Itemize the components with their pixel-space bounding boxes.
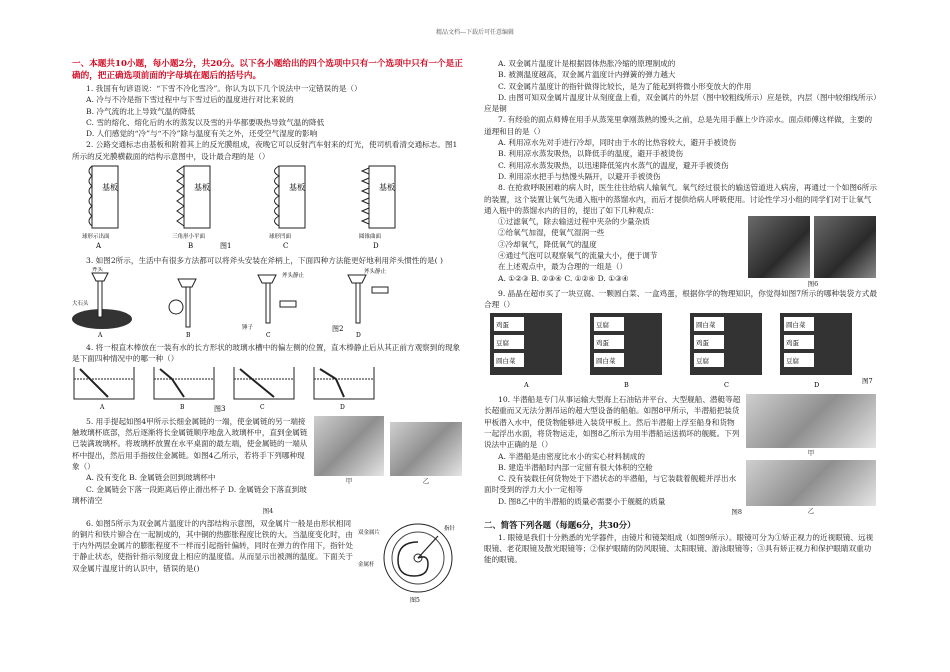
question-6 — [72, 518, 464, 604]
header-note: 精品文档---下载后可任意编辑 — [435, 29, 515, 36]
fig3-letter-a: A — [100, 403, 105, 411]
q7-option-a: A. 利用凉水先对手进行冷却，同时由于水的比热容较大，避开手被烫伤 — [498, 138, 737, 148]
right-column — [484, 58, 878, 566]
question-7 — [484, 114, 878, 182]
fig7-d-label-2: 鸡蛋 — [786, 338, 799, 347]
question-2 — [72, 139, 464, 255]
fig2-option-c — [242, 271, 305, 339]
q5-option-ab: A. 没有变化 B. 金属链会回到玻璃杯中 — [86, 473, 216, 483]
fig7-option-a — [490, 313, 562, 389]
fig3-letter-c: C — [260, 403, 265, 411]
fig1-label-c: 基板 — [289, 183, 305, 193]
q10-option-a: A. 半潜船是由密度比水小的实心材料制成的 — [498, 451, 645, 461]
fig7-b-label-3: 圆白菜 — [596, 356, 616, 365]
figure-8 — [746, 394, 878, 522]
fig3-option-a — [74, 367, 134, 411]
figure-1 — [72, 162, 464, 252]
fig7-letter-b: B — [624, 380, 629, 389]
figure-7 — [484, 311, 878, 391]
fig2-caption: 图2 — [332, 324, 344, 333]
figure-6 — [748, 216, 878, 288]
q2-stem: 2. 公路交通标志由基板和附着其上的反光膜组成，夜晚它可以反射汽车射来的灯光，使司机看清交通标志。图1所示的反光膜横截面的结构示意图中，设计最合理的是（） — [72, 140, 458, 161]
figure-2 — [72, 267, 464, 339]
q8-ask: 在上述观点中，最为合理的一组是（） — [498, 262, 628, 272]
q6-option-d: D. 由图可知双金属片温度计从刻度盘上看，双金属片的外层（图中较粗线所示）应是铁，内层（图中较细线所示）应是铜 — [484, 92, 877, 114]
fig5-label-bimetal: 双金属片 — [358, 529, 381, 536]
fig4-photo-a — [314, 416, 384, 476]
fig6-photo-a — [748, 216, 810, 278]
fig7-b-label-2: 鸡蛋 — [596, 338, 609, 347]
fig1-option-d — [359, 166, 395, 250]
fig4-caption: 图4 — [262, 507, 274, 516]
fig7-caption: 图7 — [862, 376, 873, 385]
q8-options: A. ①②③ B. ②③④ C. ①②④ D. ①③④ — [498, 273, 629, 283]
fig7-letter-c: C — [724, 380, 729, 389]
q1-option-c: C. 雪的熔化、熔化后的水的蒸发以及雪的升华都要吸热导致气温的降低 — [86, 117, 325, 127]
fig1-letter-a: A — [96, 242, 102, 251]
fig2-option-b — [169, 279, 196, 339]
fig2-label-axe-c: 斧头静止 — [282, 272, 305, 279]
q8-point-4: ④通过气泡可以观察氧气的流量大小，便于调节 — [498, 251, 658, 261]
section1-title: 一、本题共10小题，每小题2分，共20分。以下各小题给出的四个选项中只有一个选项中只有一个是正确的，把正确选项前面的字母填在题后的括号内。 — [72, 59, 463, 81]
fig8-sub-a: 甲 — [807, 449, 815, 458]
figure-3 — [72, 365, 464, 413]
fig4-photo-b — [390, 422, 462, 476]
question-9 — [484, 288, 878, 394]
fig2-letter-d: D — [356, 331, 361, 339]
fig5-caption: 图5 — [410, 596, 420, 604]
q6-option-b: B. 被测温度越高，双金属片温度计内弹簧的弹力越大 — [498, 70, 676, 80]
question-3 — [72, 255, 464, 342]
q6-option-a: A. 双金属片温度计是根据固体热胀冷缩的原理制成的 — [498, 59, 676, 68]
q5-stem: 5. 用手提起如图4甲所示长细金属链的一端，使金属链的另一端接触玻璃杯底部，然后逐渐将长金属链顺序地盘入玻璃杯中，直到金属链已装满玻璃杯。将玻璃杯放置在水平桌面的最左端，使金属链的一端从杯中提出，然后用手指按住金属链。如图4乙所示，若将手下列哪种现象（） — [72, 416, 308, 472]
question-5 — [72, 416, 464, 518]
question-8 — [484, 182, 878, 289]
fig1-sub-c: 球形凹面 — [269, 234, 292, 241]
q10-option-c: C. 没有装载任何货物处于下潜状态的半潜船，与它装载着舰艇并浮出水面时受到的浮力大小一定相等 — [484, 474, 737, 495]
fig8-photo-a — [746, 394, 876, 448]
fig7-c-label-2: 鸡蛋 — [696, 338, 709, 347]
fig2-label-axe-a: 斧头 — [92, 266, 104, 273]
q7-option-b: B. 利用凉水蒸发吸热，以降低手的温度，避开手被烫伤 — [498, 149, 684, 159]
fig7-d-label-3: 豆腐 — [786, 356, 799, 365]
fig7-option-d — [780, 313, 852, 389]
q1-option-a: A. 冷与不冷是指下雪过程中与下雪过后的温度进行对比来说的 — [86, 95, 294, 105]
figure-5 — [358, 518, 464, 604]
fig8-photo-b — [746, 460, 876, 506]
fig7-c-label-1: 圆白菜 — [696, 320, 716, 329]
fig1-letter-b: B — [188, 242, 194, 251]
q6-options — [484, 58, 878, 114]
fig3-letter-d: D — [340, 403, 345, 411]
q9-stem: 9. 晶晶在超市买了一块豆腐、一颗圆白菜、一盒鸡蛋，根据你学的物理知识，你觉得如图7所示的哪种装袋方式最合理（） — [484, 289, 877, 310]
left-column — [72, 58, 464, 604]
fig7-a-label-1: 鸡蛋 — [496, 320, 509, 329]
q7-option-c: C. 利用凉水蒸发吸热，以迅速降低笼内水蒸气的温度，避开手被烫伤 — [498, 160, 729, 170]
fig7-letter-a: A — [524, 380, 529, 389]
fig3-option-c — [234, 367, 294, 411]
q6-option-c: C. 双金属片温度计的指针做得比较长，是为了能起到将微小形变放大的作用 — [498, 81, 752, 91]
fig4-sub-b: 乙 — [422, 476, 430, 485]
question-10 — [484, 394, 878, 518]
fig2-letter-a: A — [98, 331, 103, 339]
fig2-option-d — [348, 267, 388, 339]
q8-stem: 8. 在抢救呼吸困难的病人时，医生往往给病人输氧气。氧气经过很长的输送管道进入病房，再通过一个如图6所示的装置，这个装置让氧气先通入瓶中的蒸馏水内，而后才提供给病人呼吸使用。讨论性学习小组的同学们对于让氧气通入瓶中的蒸馏水内的目的，提出了如下几种观点： — [484, 183, 877, 215]
fig7-option-b — [590, 313, 662, 389]
q7-option-d: D. 利用凉水把手与热馒头隔开，以避开手被烫伤 — [498, 171, 661, 181]
fig1-option-c — [269, 166, 305, 250]
section2-title: 二、简答下列各题（每题6分，共30分） — [484, 520, 636, 531]
q10-stem: 10. 半潜船是专门从事运输大型海上石油钻井平台、大型舰船、潜艇等超长超重而又无法分割吊运的超大型设备的船舶。如图8甲所示，半潜船把装货甲板潜入水中，使货物能够进入装货甲板上。然后半潜船上浮至船身和货物一起浮出水面，将货物运走，如图8乙所示为用半潜船运送损坏的舰艇。下列说法中正确的是（） — [484, 395, 741, 450]
fig1-option-b — [172, 166, 210, 250]
fig6-photo-b — [814, 216, 876, 278]
q5-option-cd: C. 金属链会下落一段距离后停止滑出杯子 D. 金属链会下落直到玻璃杯清空 — [72, 484, 307, 505]
q7-stem: 7. 有经验的面点师傅在用手从蒸笼里拿刚蒸熟的馒头之前，总是先用手蘸上少许凉水。面点师傅这样做，主要的道理和目的是（） — [484, 115, 873, 136]
fig1-letter-d: D — [373, 242, 379, 251]
fig2-label-axe-d: 斧头静止 — [364, 268, 387, 275]
q1-stem: 1. 我国有句谚语说：“下雪不冷化雪冷”。你认为以下几个说法中一定错误的是（） — [86, 84, 362, 93]
q6-stem: 6. 如图5所示为双金属片温度计的内部结构示意图，双金属片一般是由形状相同的铜片和铁片铆合在一起制成的，其中铜的热膨胀程度比铁的大。当温度变化时，由于内外两层金属片的膨胀程度不一样而引起指针偏转，同时在弹力的作用下，指针处于静止状态，使指针指示刻度盘上相应的温度值。从而显示出被测的温度。下面关于双金属片温度计的认识中，错误的是() — [72, 518, 353, 573]
question-4 — [72, 342, 464, 416]
q1-option-b: B. 冷气流的北上导致气温的降低 — [86, 106, 196, 116]
fig1-letter-c: C — [283, 242, 289, 251]
fig3-option-b — [154, 367, 214, 411]
q8-point-2: ②给氧气加湿，使氧气湿润一些 — [498, 228, 605, 238]
fig5-label-rod: 金属杆 — [358, 561, 375, 568]
fig7-d-label-1: 圆白菜 — [786, 320, 806, 329]
fig3-caption: 图3 — [214, 404, 226, 413]
fig5-label-pointer: 指针 — [444, 525, 456, 532]
q8-point-1: ①过滤氧气，除去输送过程中夹杂的少量杂质 — [498, 217, 650, 227]
question-1 — [72, 83, 464, 139]
fig2-option-a — [72, 267, 132, 339]
fig3-option-d — [314, 367, 374, 411]
fig6-caption: 图6 — [807, 280, 819, 289]
q8-point-3: ③冷却氧气，降低氧气的温度 — [498, 239, 597, 249]
fig7-letter-d: D — [814, 380, 820, 389]
fig2-letter-b: B — [186, 331, 191, 339]
figure-4 — [314, 416, 464, 488]
fig8-sub-b: 乙 — [807, 507, 815, 516]
fig2-letter-c: C — [266, 331, 271, 339]
fig2-label-stone: 大石头 — [72, 300, 89, 307]
fig1-sub-d: 圆锥曲面 — [359, 234, 382, 241]
fig4-sub-a: 甲 — [345, 476, 353, 485]
fig7-c-label-3: 豆腐 — [696, 356, 709, 365]
q10-option-d: D. 图8乙中的半潜船的质量必需要小于舰艇的质量 — [498, 496, 666, 506]
q4-stem: 4. 将一根直木棒放在一装有水的长方形状的玻璃水槽中的偏左侧的位置，直木棒静止后从其正前方观察到的现象是下面四种情况中的哪一种（） — [72, 342, 461, 364]
q3-stem: 3. 如图2所示，生活中有很多方法都可以将斧头安装在斧柄上，下面四种方法能更好地利用斧头惯性的是( ) — [86, 256, 443, 266]
fig7-a-label-3: 圆白菜 — [496, 356, 516, 365]
fig1-label-a: 基板 — [102, 183, 118, 193]
q1-option-d: D. 人们感觉的“冷”与“不冷”除与温度有关之外，还受空气湿度的影响 — [86, 129, 318, 139]
fig8-caption: 图8 — [731, 508, 742, 517]
fig7-a-label-2: 豆腐 — [496, 338, 509, 347]
fig3-letter-b: B — [180, 403, 185, 411]
fig1-caption: 图1 — [220, 242, 232, 251]
fig1-label-d: 基板 — [379, 183, 395, 193]
fig1-sub-b: 三角形小平面 — [172, 234, 206, 241]
fig7-b-label-1: 豆腐 — [596, 320, 609, 329]
fig1-option-a — [82, 166, 118, 250]
fig1-label-b: 基板 — [194, 183, 210, 193]
fig1-sub-a: 球形示出面 — [82, 234, 110, 241]
q10-option-b: B. 建造半潜船时内部一定留有很大体积的空舱 — [498, 462, 653, 472]
s2-question-1: 1. 眼镜是我们十分熟悉的光学器件，由镜片和镜架组成（如图9所示）。眼镜可分为①矫正视力的近视眼镜、远视眼镜、老花眼镜及散光眼镜等；②保护眼睛的防风眼镜、太阳眼镜、游泳眼镜等；③具有矫正视力和保护眼睛双重功能的眼镜。 — [484, 532, 874, 565]
fig7-option-c — [690, 313, 762, 389]
fig2-label-hammer: 锤子 — [242, 324, 254, 331]
